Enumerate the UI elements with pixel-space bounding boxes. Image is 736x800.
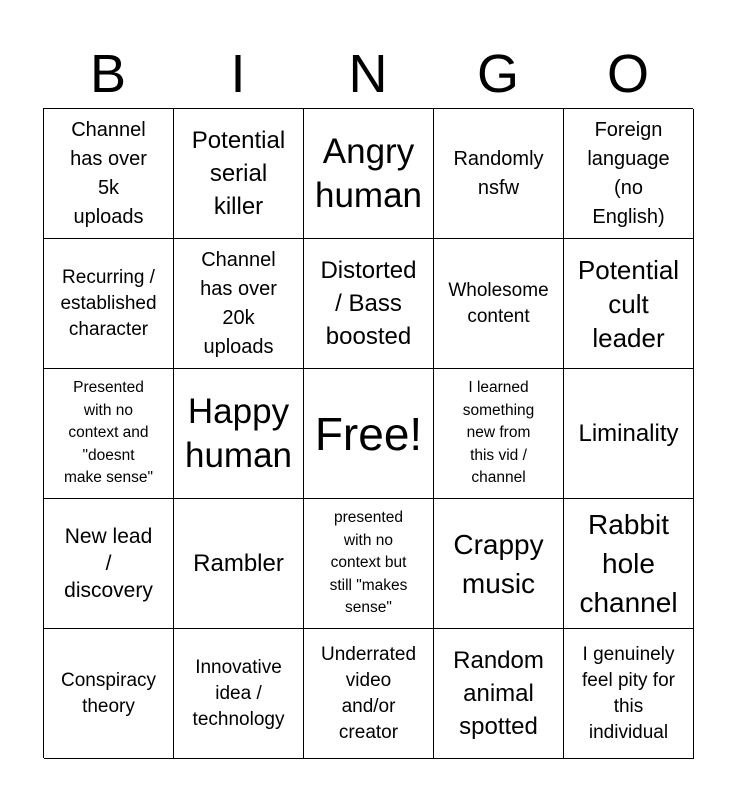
cell-text: Channel has over 5k uploads [70, 118, 147, 228]
bingo-grid [43, 108, 693, 758]
bingo-cell[interactable] [304, 499, 434, 629]
bingo-cell[interactable] [564, 369, 694, 499]
bingo-cell[interactable] [434, 499, 564, 629]
cell-text: Conspiracy theory [60, 669, 157, 717]
bingo-cell[interactable] [434, 239, 564, 369]
cell-text: I genuinely feel pity for this individual [582, 643, 675, 743]
cell-text: Channel has over 20k uploads [200, 248, 277, 358]
cell-text: Angry human [314, 131, 423, 215]
bingo-cell[interactable] [434, 629, 564, 759]
cell-text: Crappy music [453, 528, 544, 599]
bingo-cell[interactable] [564, 109, 694, 239]
bingo-cell[interactable] [434, 109, 564, 239]
cell-text: Potential cult leader [577, 254, 680, 353]
cell-text: Distorted / Bass boosted [320, 257, 417, 350]
bingo-cell[interactable] [564, 499, 694, 629]
free-space[interactable] [304, 369, 434, 499]
bingo-cell[interactable] [434, 369, 564, 499]
bingo-cell[interactable] [304, 239, 434, 369]
cell-text: Foreign language (no English) [587, 118, 670, 228]
bingo-cell[interactable] [304, 109, 434, 239]
cell-text: Underrated video and/or creator [320, 643, 417, 743]
cell-text: Free! [314, 407, 423, 460]
bingo-cell[interactable] [564, 629, 694, 759]
bingo-cell[interactable] [174, 369, 304, 499]
cell-text: I learned something new from this vid / channel [462, 379, 535, 487]
header-letter-o: O [606, 44, 649, 104]
cell-text: Presented with no context and "doesnt make sense" [63, 379, 154, 487]
bingo-cell[interactable] [44, 109, 174, 239]
bingo-header [43, 40, 693, 108]
cell-text: Liminality [578, 420, 679, 447]
header-letter-g: G [476, 44, 519, 104]
bingo-cell[interactable] [174, 109, 304, 239]
bingo-cell[interactable] [44, 239, 174, 369]
cell-text: Wholesome content [448, 279, 549, 327]
bingo-cell[interactable] [44, 369, 174, 499]
cell-text: New lead / discovery [64, 525, 153, 602]
bingo-cell[interactable] [174, 499, 304, 629]
cell-text: Potential serial killer [191, 127, 286, 220]
cell-text: Rabbit hole channel [579, 509, 678, 618]
header-letter-i: I [230, 44, 246, 104]
header-letter-n: N [348, 44, 388, 104]
cell-text: Innovative idea / technology [192, 656, 285, 730]
bingo-cell[interactable] [304, 629, 434, 759]
bingo-cell[interactable] [174, 629, 304, 759]
cell-text: Rambler [193, 550, 284, 577]
bingo-cell[interactable] [44, 629, 174, 759]
bingo-cell[interactable] [564, 239, 694, 369]
cell-text: presented with no context but still "makes sense" [329, 509, 408, 617]
bingo-cell[interactable] [174, 239, 304, 369]
cell-text: Random animal spotted [453, 647, 544, 740]
cell-text: Randomly nsfw [453, 147, 544, 199]
cell-text: Recurring / established character [60, 266, 157, 340]
bingo-cell[interactable] [44, 499, 174, 629]
header-letter-b: B [89, 44, 127, 104]
cell-text: Happy human [184, 391, 293, 475]
